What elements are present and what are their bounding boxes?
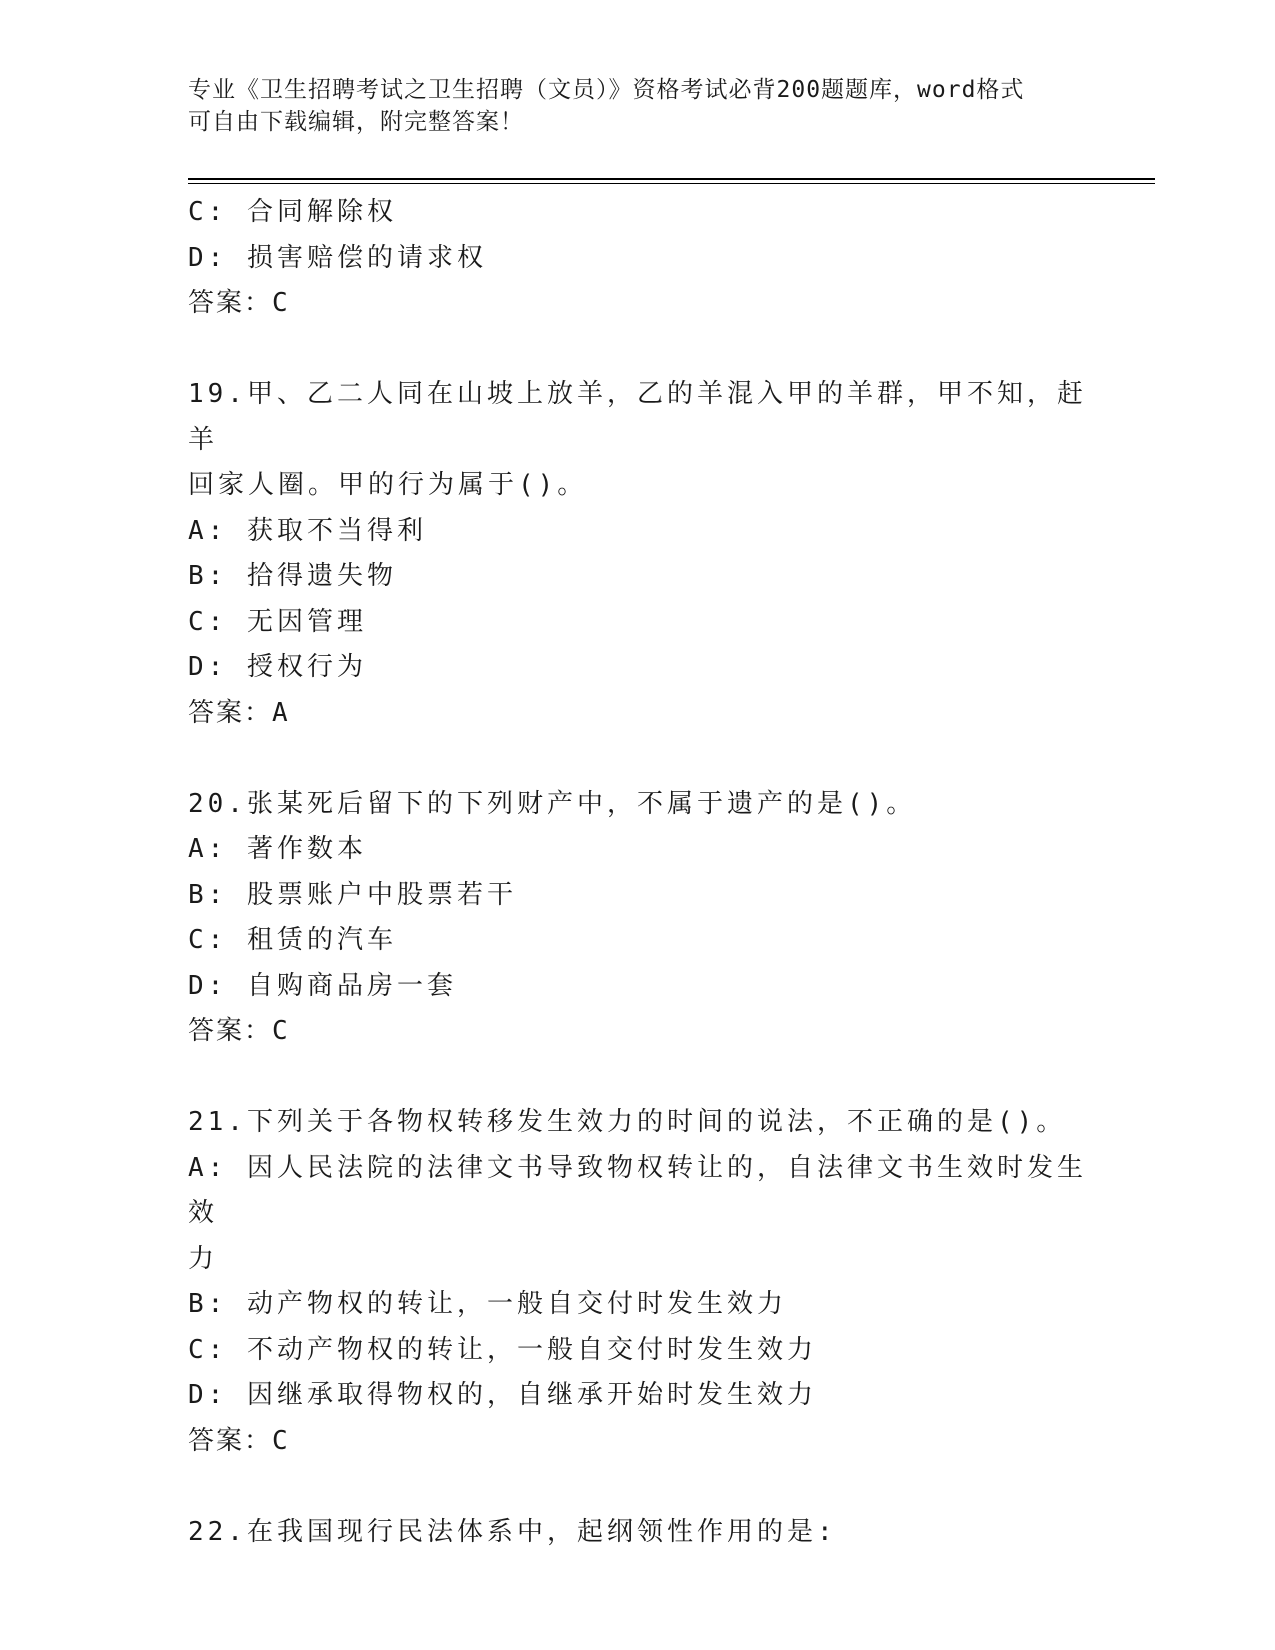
option-line: D: 自购商品房一套 bbox=[188, 970, 457, 1001]
header-title-line-1: 专业《卫生招聘考试之卫生招聘（文员）》资格考试必背200题题库，word格式 bbox=[188, 77, 1025, 103]
spacer bbox=[188, 1055, 1088, 1101]
option-line: B: 股票账户中股票若干 bbox=[188, 879, 517, 910]
header-rule-thick bbox=[188, 178, 1155, 180]
option-line-wrap: 力 bbox=[188, 1243, 219, 1274]
option-line: D: 授权行为 bbox=[188, 652, 367, 682]
option-line: B: 拾得遗失物 bbox=[188, 561, 397, 591]
question-stem: 22.在我国现行民法体系中，起纲领性作用的是: bbox=[188, 1516, 837, 1547]
question-21 bbox=[188, 1100, 1088, 1464]
spacer bbox=[188, 736, 1088, 782]
answer-line: 答案：C bbox=[188, 1425, 290, 1456]
option-line: A: 获取不当得利 bbox=[188, 515, 427, 546]
question-18-continued bbox=[188, 190, 1088, 327]
header-rule-thin bbox=[188, 183, 1155, 184]
question-stem: 回家人圈。甲的行为属于()。 bbox=[188, 470, 588, 500]
header-title-line-2: 可自由下载编辑，附完整答案！ bbox=[188, 109, 524, 135]
option-line: A: 因人民法院的法律文书导致物权转让的，自法律文书生效时发生效 bbox=[188, 1152, 1087, 1228]
question-19 bbox=[188, 372, 1088, 736]
question-22 bbox=[188, 1510, 1088, 1556]
option-line: D: 因继承取得物权的，自继承开始时发生效力 bbox=[188, 1380, 817, 1410]
answer-line: 答案：A bbox=[188, 697, 290, 728]
option-line: C: 合同解除权 bbox=[188, 197, 397, 227]
question-stem: 20.张某死后留下的下列财产中，不属于遗产的是()。 bbox=[188, 788, 917, 819]
option-line: A: 著作数本 bbox=[188, 834, 367, 864]
answer-line: 答案：C bbox=[188, 1016, 290, 1046]
document-header bbox=[188, 74, 1088, 138]
answer-line: 答案：C bbox=[188, 288, 290, 318]
document-body bbox=[188, 190, 1088, 1555]
question-stem: 19.甲、乙二人同在山坡上放羊，乙的羊混入甲的羊群，甲不知，赶羊 bbox=[188, 379, 1087, 455]
option-line: B: 动产物权的转让，一般自交付时发生效力 bbox=[188, 1289, 787, 1319]
question-20 bbox=[188, 782, 1088, 1055]
spacer bbox=[188, 1464, 1088, 1510]
option-line: C: 不动产物权的转让，一般自交付时发生效力 bbox=[188, 1334, 817, 1365]
option-line: C: 无因管理 bbox=[188, 606, 367, 637]
question-stem: 21.下列关于各物权转移发生效力的时间的说法，不正确的是()。 bbox=[188, 1107, 1067, 1137]
spacer bbox=[188, 327, 1088, 373]
option-line: D: 损害赔偿的请求权 bbox=[188, 242, 487, 273]
option-line: C: 租赁的汽车 bbox=[188, 925, 397, 955]
